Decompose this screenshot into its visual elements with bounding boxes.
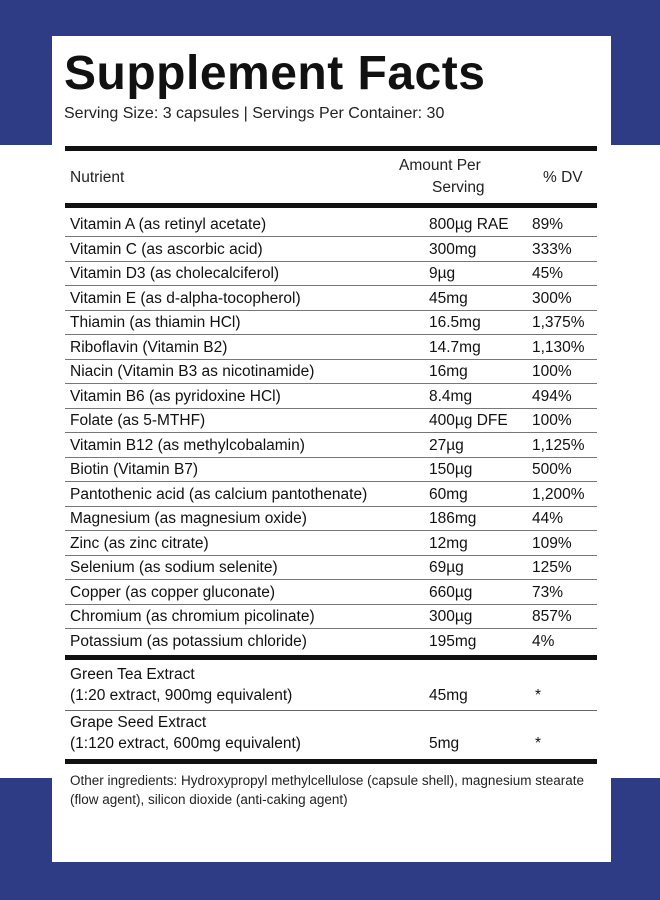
nutrient-amount: 60mg xyxy=(429,485,468,503)
extract-row xyxy=(65,712,597,758)
nutrient-amount: 300mg xyxy=(429,240,477,258)
nutrient-amount: 12mg xyxy=(429,534,468,552)
nutrient-dv: 109% xyxy=(532,534,572,552)
nutrient-name: Vitamin B6 (as pyridoxine HCl) xyxy=(70,387,281,405)
nutrient-amount: 660µg xyxy=(429,583,473,601)
extract-row xyxy=(65,664,597,710)
nutrient-row xyxy=(65,605,597,629)
nutrient-dv: 857% xyxy=(532,608,572,625)
nutrient-row xyxy=(65,238,597,262)
header-rule xyxy=(65,203,597,208)
nutrient-amount: 186mg xyxy=(429,510,477,527)
nutrient-row xyxy=(65,556,597,580)
nutrient-amount: 45mg xyxy=(429,289,468,307)
nutrient-name: Zinc (as zinc citrate) xyxy=(70,534,209,552)
nutrient-row xyxy=(65,336,597,360)
extract-name-line1: Green Tea Extract xyxy=(70,666,195,683)
nutrient-dv: 1,125% xyxy=(532,436,585,454)
extract-dv: * xyxy=(535,687,542,704)
nutrient-name: Niacin (Vitamin B3 as nicotinamide) xyxy=(70,363,315,380)
nutrient-dv: 125% xyxy=(532,559,572,576)
nutrient-name: Biotin (Vitamin B7) xyxy=(70,461,199,478)
nutrient-dv: 333% xyxy=(532,240,572,258)
nutrient-row xyxy=(65,483,597,507)
nutrient-dv: 73% xyxy=(532,583,564,601)
nutrient-amount: 16.5mg xyxy=(429,314,481,331)
nutrient-row xyxy=(65,581,597,605)
nutrient-name: Pantothenic acid (as calcium pantothenate) xyxy=(70,485,368,503)
nutrient-row xyxy=(65,385,597,409)
supplement-facts-panel xyxy=(52,36,611,862)
panel-title: Supplement Facts xyxy=(64,47,486,100)
nutrient-row xyxy=(65,213,597,237)
bottom-rule xyxy=(65,759,597,764)
extract-dv: * xyxy=(535,735,542,752)
nutrient-row xyxy=(65,507,597,531)
nutrient-amount: 27µg xyxy=(429,436,464,454)
extract-name-line1: Grape Seed Extract xyxy=(70,714,207,731)
nutrient-dv: 300% xyxy=(532,289,572,307)
extract-amount: 5mg xyxy=(429,735,460,752)
nutrient-dv: 89% xyxy=(532,216,564,233)
nutrient-name: Vitamin D3 (as cholecalciferol) xyxy=(70,265,280,282)
nutrient-name: Chromium (as chromium picolinate) xyxy=(70,608,315,625)
nutrient-name: Copper (as copper gluconate) xyxy=(70,583,276,601)
nutrient-amount: 69µg xyxy=(429,559,464,576)
nutrient-name: Magnesium (as magnesium oxide) xyxy=(70,510,307,527)
nutrient-amount: 150µg xyxy=(429,461,473,478)
nutrient-amount: 8.4mg xyxy=(429,387,473,405)
nutrient-dv: 1,130% xyxy=(532,338,585,356)
nutrient-row xyxy=(65,360,597,384)
nutrient-row xyxy=(65,532,597,556)
header-nutrient: Nutrient xyxy=(70,169,125,186)
nutrient-dv: 45% xyxy=(532,265,564,282)
other-ingredients: Other ingredients: Hydroxypropyl methylcellulose (capsule shell), magnesium stearate (flow agent), silicon dioxide (anti-caking agent) xyxy=(70,773,584,807)
nutrient-amount: 400µg DFE xyxy=(429,412,508,429)
nutrient-row xyxy=(65,458,597,482)
nutrient-dv: 1,200% xyxy=(532,485,585,503)
extracts-rule xyxy=(65,655,597,660)
nutrient-name: Vitamin B12 (as methylcobalamin) xyxy=(70,436,305,454)
nutrient-name: Riboflavin (Vitamin B2) xyxy=(70,338,228,356)
extract-amount: 45mg xyxy=(429,687,468,704)
nutrient-row xyxy=(65,287,597,311)
nutrient-row xyxy=(65,311,597,335)
header-dv: % DV xyxy=(543,169,583,186)
extract-name-line2: (1:20 extract, 900mg equivalent) xyxy=(70,687,293,704)
nutrient-amount: 16mg xyxy=(429,363,468,380)
top-rule xyxy=(65,146,597,151)
nutrient-name: Vitamin E (as d-alpha-tocopherol) xyxy=(70,289,301,307)
nutrient-dv: 4% xyxy=(532,632,555,650)
nutrient-name: Folate (as 5-MTHF) xyxy=(70,412,206,429)
nutrient-name: Thiamin (as thiamin HCl) xyxy=(70,314,241,331)
nutrient-row xyxy=(65,434,597,458)
extract-divider xyxy=(65,710,597,711)
extract-name-line2: (1:120 extract, 600mg equivalent) xyxy=(70,735,301,752)
nutrient-dv: 100% xyxy=(532,363,572,380)
extract-name xyxy=(70,664,292,706)
nutrient-amount: 9µg xyxy=(429,265,456,282)
nutrient-dv: 1,375% xyxy=(532,314,585,331)
nutrient-name: Vitamin A (as retinyl acetate) xyxy=(70,216,267,233)
nutrient-row xyxy=(65,409,597,433)
extract-name xyxy=(70,712,301,754)
nutrient-dv: 100% xyxy=(532,412,572,429)
nutrient-dv: 500% xyxy=(532,461,572,478)
nutrient-dv: 494% xyxy=(532,387,572,405)
header-amount-line2: Serving xyxy=(432,179,485,196)
nutrient-name: Vitamin C (as ascorbic acid) xyxy=(70,240,263,258)
nutrient-amount: 300µg xyxy=(429,608,473,625)
nutrient-dv: 44% xyxy=(532,510,564,527)
serving-info: Serving Size: 3 capsules | Servings Per Container: 30 xyxy=(64,105,445,122)
nutrient-amount: 14.7mg xyxy=(429,338,481,356)
nutrient-row xyxy=(65,262,597,286)
nutrient-amount: 800µg RAE xyxy=(429,216,509,233)
nutrient-amount: 195mg xyxy=(429,632,477,650)
nutrient-row xyxy=(65,630,597,654)
header-amount-line1: Amount Per xyxy=(399,157,481,174)
nutrient-name: Potassium (as potassium chloride) xyxy=(70,632,307,650)
nutrient-name: Selenium (as sodium selenite) xyxy=(70,559,278,576)
